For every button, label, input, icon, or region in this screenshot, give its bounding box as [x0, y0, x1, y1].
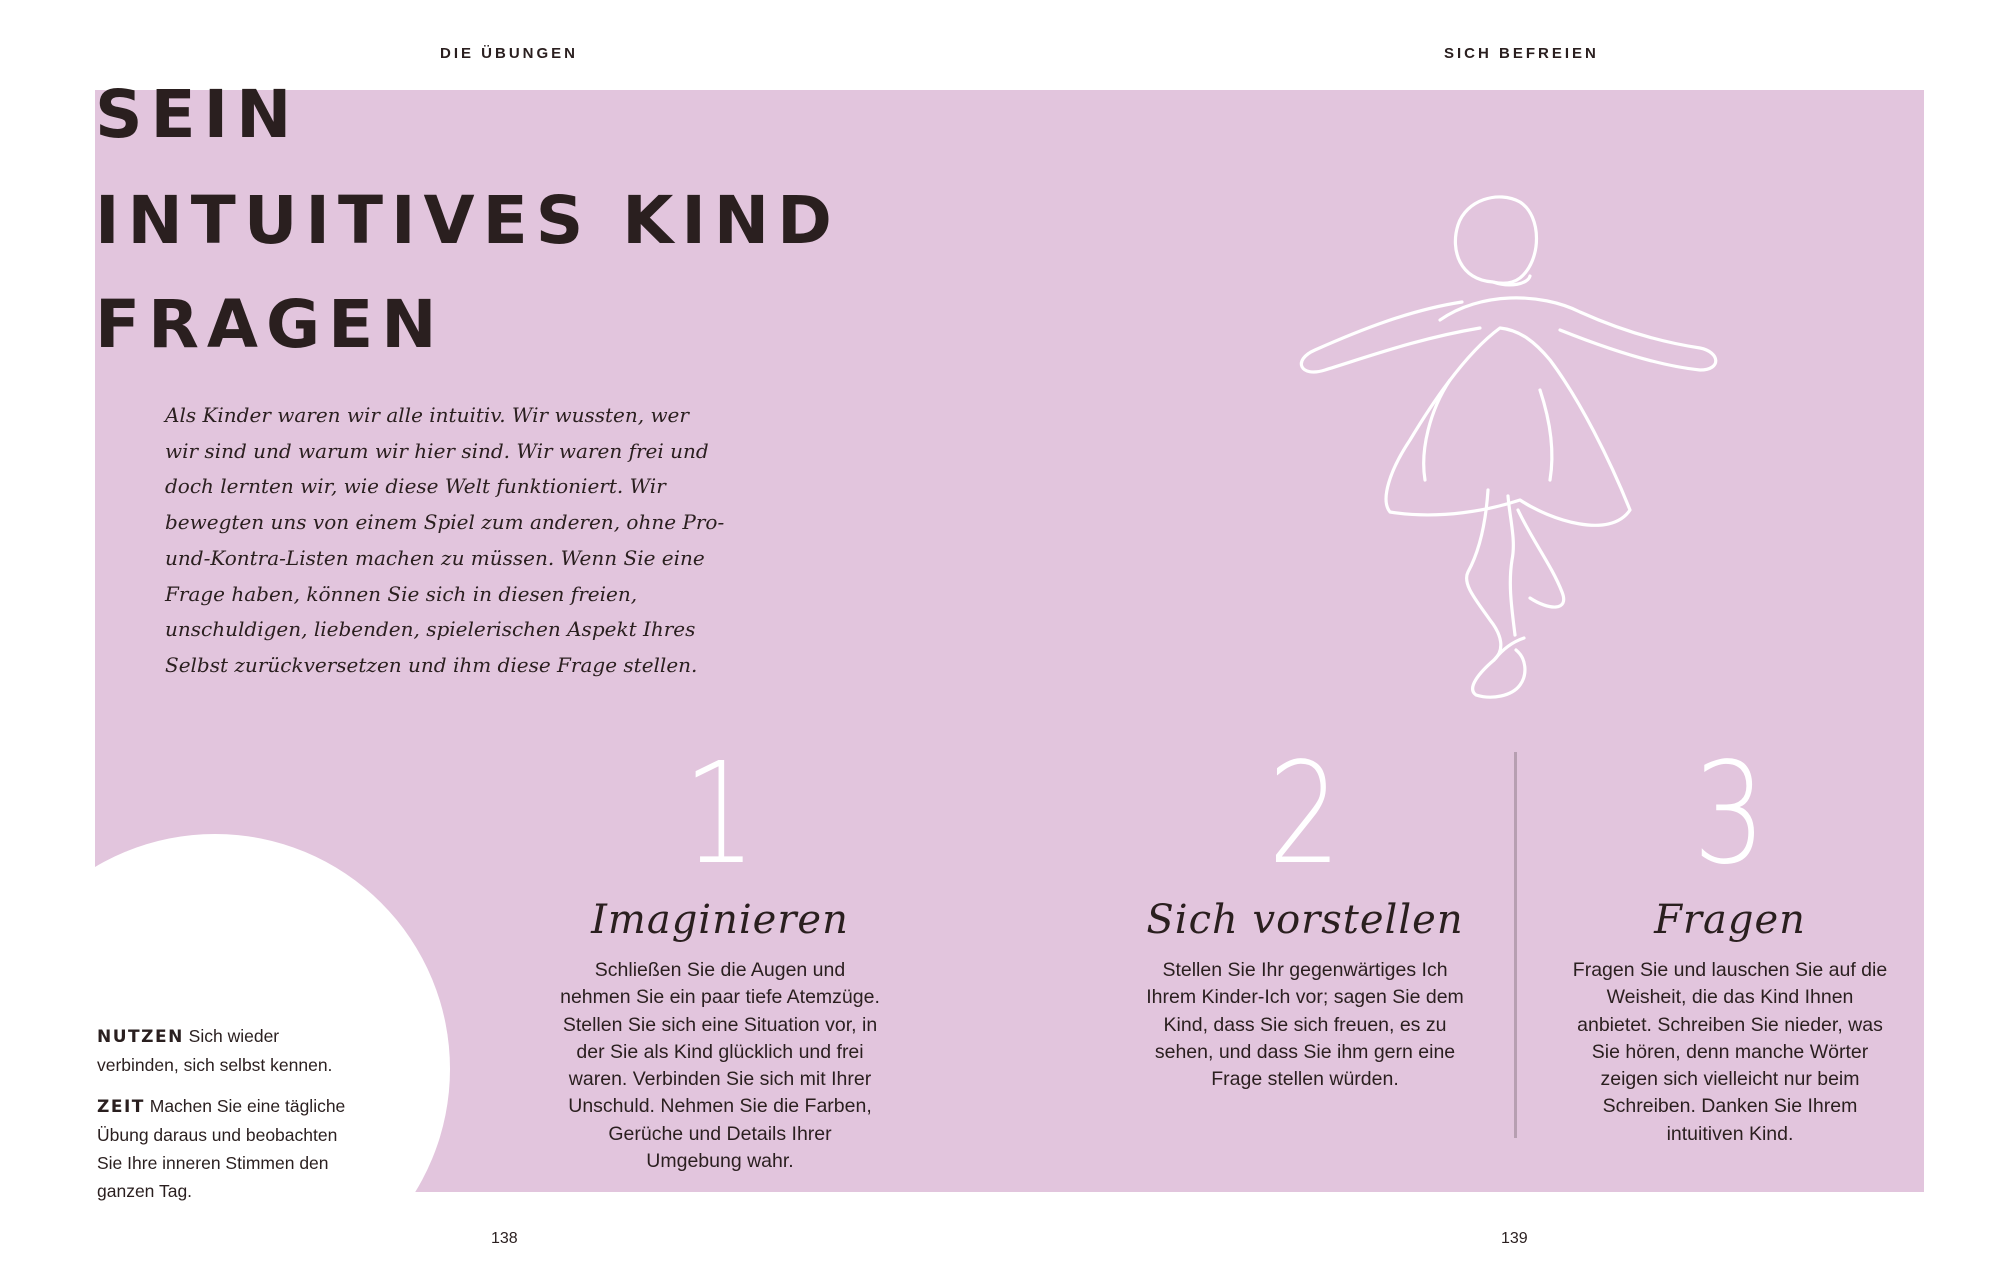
meta-time-text: Machen Sie eine tägliche Übung daraus und beobachten Sie Ihre inneren Stimmen den ganzen Tag.	[97, 1096, 346, 1201]
step-text: Fragen Sie und lauschen Sie auf die Weisheit, die das Kind Ihnen anbietet. Schreiben Sie nieder, was Sie hören, denn manche Wörter zeigen sich vielleicht nur beim Schreiben. Danken Sie Ihrem intuitiven Kind.	[1572, 959, 1888, 1145]
step-number: 3	[1693, 733, 1767, 896]
meta-use-label: NUTZEN	[97, 1027, 184, 1047]
running-head-right: SICH BEFREIEN	[1444, 45, 1599, 62]
step-2	[1120, 733, 1490, 1093]
step-3	[1560, 733, 1900, 1148]
meta-use-text: Sich wieder verbinden, sich selbst kennen.	[97, 1026, 333, 1075]
dancing-child-line-drawing-icon	[1280, 180, 1760, 720]
step-number: 2	[1268, 733, 1342, 896]
step-title: Imaginieren	[591, 897, 849, 943]
step-1	[540, 733, 900, 1175]
page-number-right: 139	[1501, 1230, 1528, 1247]
intro-paragraph: Als Kinder waren wir alle intuitiv. Wir wussten, wer wir sind und warum wir hier sind. Wir waren frei und doch lernten wir, wie diese Welt funktioniert. Wir bewegten uns von einem Spiel zum anderen, ohne Pro-und-Kontra-Listen machen zu müssen. Wenn Sie eine Frage haben, können Sie sich in diesen freien, unschuldigen, liebenden, spielerischen Aspekt Ihres Selbst zurückversetzen und ihm diese Frage stellen.	[165, 403, 725, 677]
meta-use	[97, 1022, 347, 1079]
page-number-left: 138	[491, 1230, 518, 1247]
step-divider	[1514, 752, 1517, 1138]
page-title-line-2: INTUITIVES KIND	[95, 182, 840, 259]
running-head-left: DIE ÜBUNGEN	[440, 45, 579, 62]
meta-time-label: ZEIT	[97, 1097, 145, 1117]
step-text: Schließen Sie die Augen und nehmen Sie ein paar tiefe Atemzüge. Stellen Sie sich eine Situation vor, in der Sie als Kind glücklich und frei waren. Verbinden Sie sich mit Ihrer Unschuld. Nehmen Sie die Farben, Gerüche und Details Ihrer Umgebung wahr.	[560, 959, 880, 1173]
page-title-line-1: SEIN	[95, 76, 300, 153]
step-title: Sich vorstellen	[1146, 897, 1464, 943]
step-number: 1	[683, 733, 757, 896]
meta-time	[97, 1092, 347, 1205]
step-text: Stellen Sie Ihr gegenwärtiges Ich Ihrem Kinder-Ich vor; sagen Sie dem Kind, dass Sie sich freuen, es zu sehen, und dass Sie ihm gern eine Frage stellen würden.	[1146, 959, 1464, 1091]
page-title-line-3: FRAGEN	[95, 286, 445, 363]
step-title: Fragen	[1654, 897, 1806, 943]
